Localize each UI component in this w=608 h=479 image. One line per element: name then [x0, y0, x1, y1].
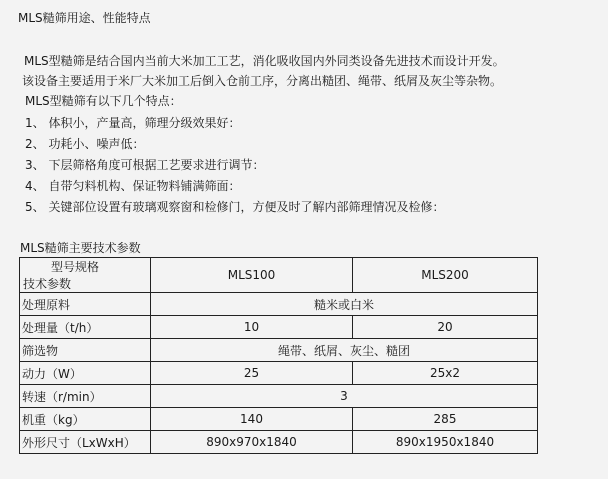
row-label: 外形尺寸（LxWxH） — [20, 431, 151, 454]
row-value-merged: 绳带、纸屑、灰尘、糙团 — [151, 339, 538, 362]
table-row — [20, 408, 538, 431]
table-row — [20, 362, 538, 385]
row-value-merged: 3 — [151, 385, 538, 408]
table-header-row — [20, 258, 538, 293]
row-label: 筛选物 — [20, 339, 151, 362]
row-label: 处理量（t/h） — [20, 316, 151, 339]
row-value-mls100: 10 — [151, 316, 353, 339]
row-value-mls100: 140 — [151, 408, 353, 431]
row-value-merged: 糙米或白米 — [151, 293, 538, 316]
row-label: 转速（r/min） — [20, 385, 151, 408]
table-row — [20, 431, 538, 454]
intro-line-1: MLS型糙筛是结合国内当前大米加工工艺，消化吸收国内外同类设备先进技术而设计开发。 — [24, 54, 505, 68]
features-intro: MLS型糙筛有以下几个特点： — [25, 94, 182, 108]
feature-item-3: 3、 下层筛格角度可根据工艺要求进行调节： — [25, 158, 265, 172]
row-value-mls200: 890x1950x1840 — [353, 431, 538, 454]
feature-item-4: 4、 自带匀料机构、保证物料铺满筛面： — [25, 179, 241, 193]
spec-table-title: MLS糙筛主要技术参数 — [20, 241, 141, 255]
table-row — [20, 293, 538, 316]
feature-item-1: 1、 体积小，产量高，筛理分级效果好： — [25, 116, 241, 130]
spec-table — [19, 257, 538, 454]
feature-item-2: 2、 功耗小、噪声低： — [25, 137, 145, 151]
header-label-cell — [20, 258, 151, 293]
row-value-mls200: 25x2 — [353, 362, 538, 385]
header-label-model: 型号规格 — [50, 260, 99, 274]
row-value-mls100: 25 — [151, 362, 353, 385]
table-row — [20, 385, 538, 408]
intro-line-2: 该设备主要适用于米厂大米加工后倒入仓前工序，分离出糙团、绳带、纸屑及灰尘等杂物。 — [22, 74, 503, 88]
model-header-1: MLS100 — [151, 258, 353, 293]
model-header-2: MLS200 — [353, 258, 538, 293]
row-value-mls200: 20 — [353, 316, 538, 339]
feature-item-5: 5、 关键部位设置有玻璃观察窗和检修门，方便及时了解内部筛理情况及检修： — [25, 200, 445, 214]
table-row — [20, 339, 538, 362]
row-value-mls100: 890x970x1840 — [151, 431, 353, 454]
row-label: 机重（kg） — [20, 408, 151, 431]
header-label-params: 技术参数 — [23, 277, 72, 291]
section-heading: MLS糙筛用途、性能特点 — [18, 11, 151, 25]
table-row — [20, 316, 538, 339]
row-label: 处理原料 — [20, 293, 151, 316]
row-label: 动力（W） — [20, 362, 151, 385]
row-value-mls200: 285 — [353, 408, 538, 431]
